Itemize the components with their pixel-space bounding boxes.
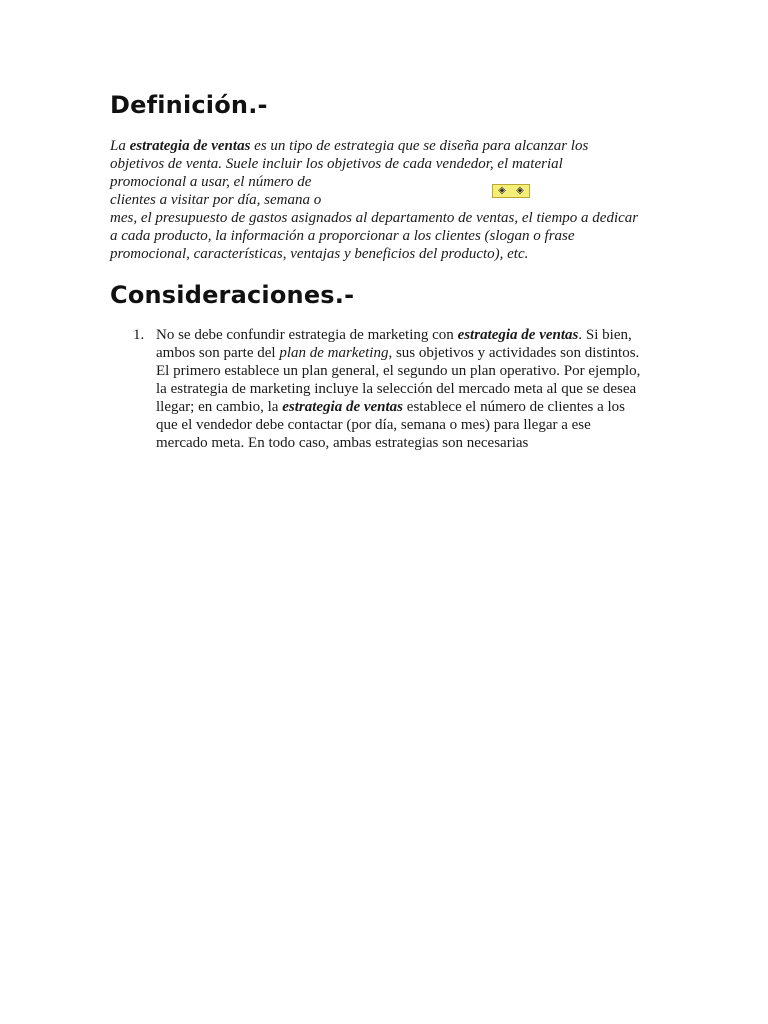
emoji-placeholder-icon: ◈ [498, 185, 506, 196]
text-run: . Si bien, [578, 327, 632, 343]
text-run: objetivos de venta. Suele incluir los objetivos de cada vendedor, el material [110, 156, 563, 172]
text-run: clientes a visitar por día, semana o [110, 192, 322, 208]
text-line [110, 245, 670, 263]
text-run: plan de marketing [279, 345, 389, 361]
text-run: que el vendedor debe contactar (por día, semana o mes) para llegar a ese [156, 417, 591, 433]
definition-paragraph [110, 137, 670, 263]
text-run: La [110, 138, 130, 154]
text-run: promocional a usar, el número de [110, 174, 312, 190]
text-run: llegar; en cambio, la [156, 399, 283, 415]
list-item-number: 1. [133, 327, 145, 343]
text-run: El primero establece un plan general, el segundo un plan operativo. Por ejemplo, [156, 363, 641, 379]
text-run: establece el número de clientes a los [403, 399, 626, 415]
text-run: promocional, características, ventajas y beneficios del producto), etc. [110, 246, 529, 262]
emoji-placeholder-icon: ◈ [516, 185, 524, 196]
text-line [156, 326, 676, 344]
considerations-heading: Consideraciones.- [110, 281, 355, 309]
text-line [110, 155, 670, 173]
text-line [156, 416, 676, 434]
text-line [110, 173, 670, 191]
text-line [110, 191, 670, 209]
text-line [156, 398, 676, 416]
text-run: , sus objetivos y actividades son distintos. [388, 345, 640, 361]
list-item-text [156, 326, 676, 452]
text-run: No se debe confundir estrategia de marketing con [156, 327, 458, 343]
text-run: ambos son parte del [156, 345, 280, 361]
definition-heading: Definición.- [110, 91, 268, 119]
text-run: mes, el presupuesto de gastos asignados al departamento de ventas, el tiempo a dedicar [110, 210, 639, 226]
emphasized-text: estrategia de ventas [129, 138, 251, 154]
text-line [110, 227, 670, 245]
text-line [110, 137, 670, 155]
text-line [156, 344, 676, 362]
emphasized-text: estrategia de ventas [282, 399, 404, 415]
text-line [110, 209, 670, 227]
emphasized-text: estrategia de ventas [457, 327, 579, 343]
text-line [156, 380, 676, 398]
text-line [156, 362, 676, 380]
inline-image-placeholder [492, 184, 530, 198]
text-run: la estrategia de marketing incluye la selección del mercado meta al que se desea [156, 381, 637, 397]
text-run: a cada producto, la información a proporcionar a los clientes (slogan o frase [110, 228, 575, 244]
text-run: mercado meta. En todo caso, ambas estrategias son necesarias [156, 435, 529, 451]
text-run: es un tipo de estrategia que se diseña para alcanzar los [250, 138, 589, 154]
text-line [156, 434, 676, 452]
